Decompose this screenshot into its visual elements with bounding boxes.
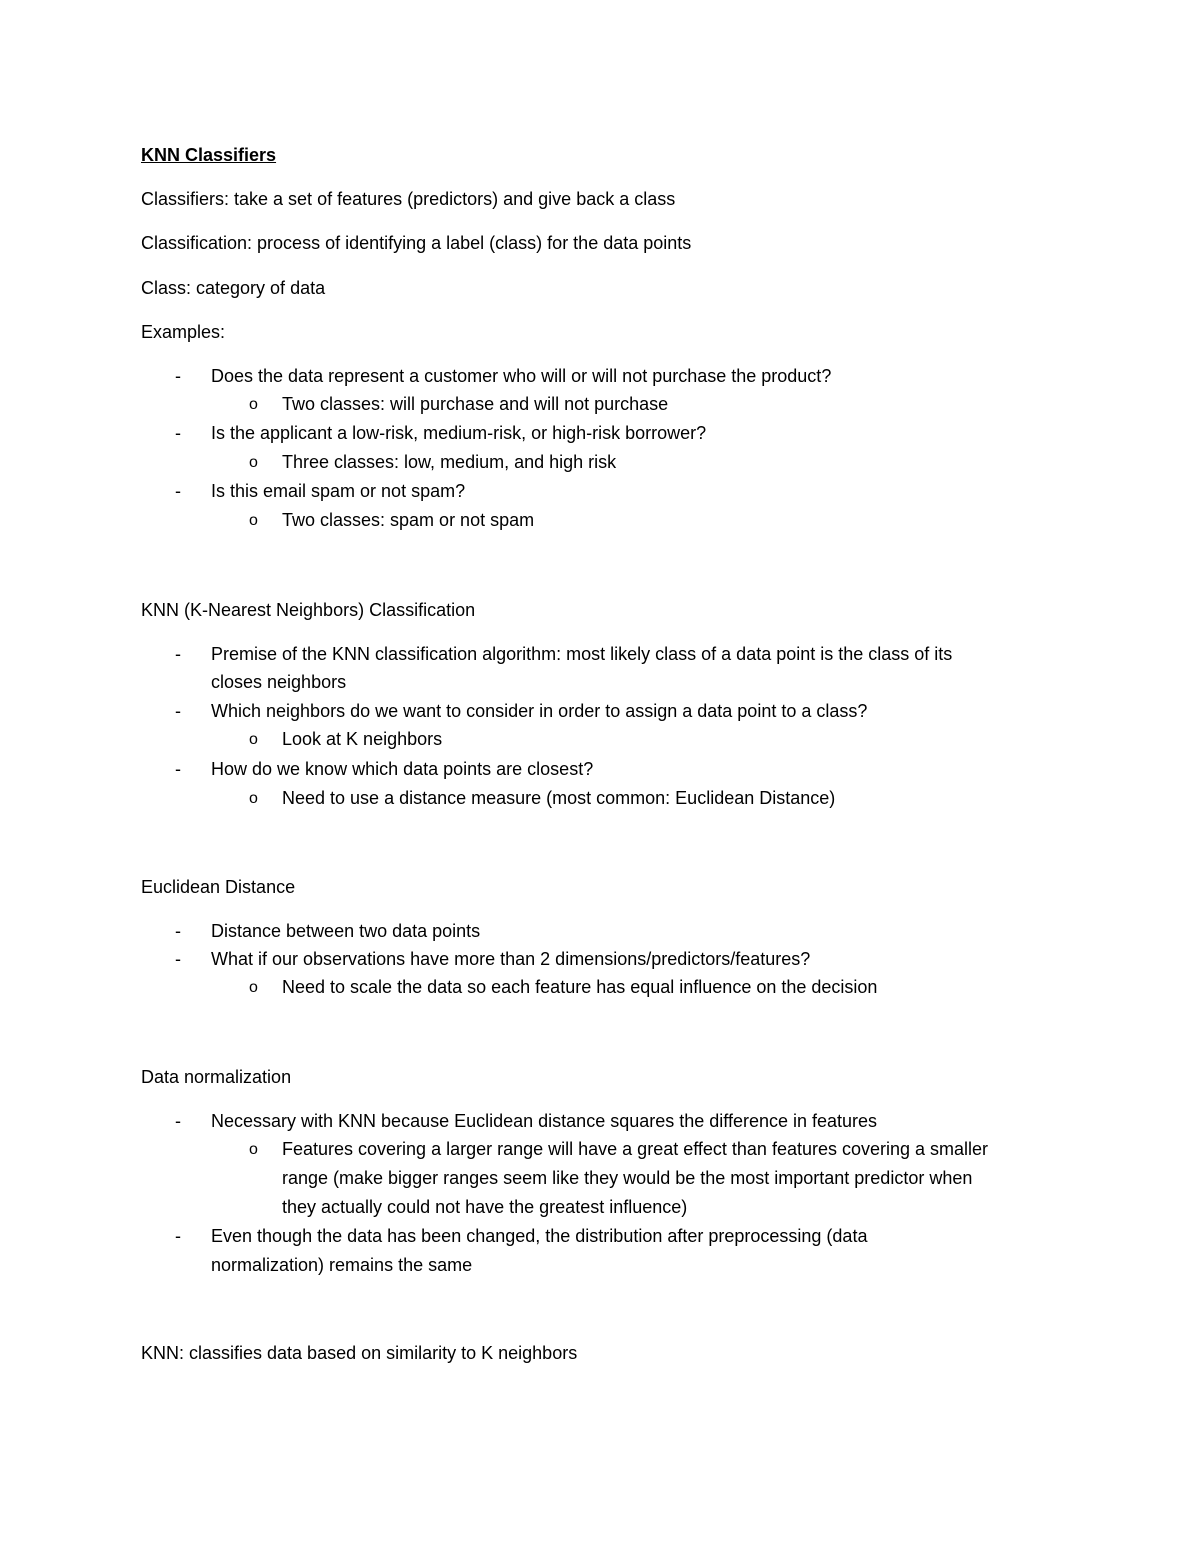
bullet-circle: o <box>249 790 258 807</box>
bullet-circle: o <box>249 731 258 748</box>
definition-class: Class: category of data <box>141 278 326 298</box>
list-item-continuation: normalization) remains the same <box>211 1255 473 1275</box>
list-item: Distance between two data points <box>211 921 481 941</box>
list-item: Even though the data has been changed, the distribution after preprocessing (data <box>211 1226 868 1246</box>
list-item: Is this email spam or not spam? <box>211 481 466 501</box>
list-subitem: Features covering a larger range will have a great effect than features covering a smaller <box>282 1139 989 1159</box>
bullet-circle: o <box>249 454 258 471</box>
section-heading-knn: KNN (K-Nearest Neighbors) Classification <box>141 600 476 620</box>
list-item: What if our observations have more than 2 dimensions/predictors/features? <box>211 949 811 969</box>
bullet-circle: o <box>249 512 258 529</box>
bullet-dash: - <box>175 701 181 721</box>
list-subitem: Need to use a distance measure (most common: Euclidean Distance) <box>282 788 836 808</box>
list-subitem: Two classes: will purchase and will not purchase <box>282 394 669 414</box>
list-subitem: Need to scale the data so each feature has equal influence on the decision <box>282 977 878 997</box>
list-item: Necessary with KNN because Euclidean distance squares the difference in features <box>211 1111 878 1131</box>
bullet-dash: - <box>175 644 181 664</box>
section-heading-euclidean: Euclidean Distance <box>141 877 296 897</box>
list-subitem: Two classes: spam or not spam <box>282 510 535 530</box>
bullet-dash: - <box>175 921 181 941</box>
bullet-dash: - <box>175 1111 181 1131</box>
section-heading-normalization: Data normalization <box>141 1067 292 1087</box>
bullet-circle: o <box>249 979 258 996</box>
list-item: Is the applicant a low-risk, medium-risk, or high-risk borrower? <box>211 423 707 443</box>
bullet-circle: o <box>249 1141 258 1158</box>
examples-heading: Examples: <box>141 322 226 342</box>
list-item-continuation: closes neighbors <box>211 672 347 692</box>
definition-classifiers: Classifiers: take a set of features (predictors) and give back a class <box>141 189 676 209</box>
bullet-dash: - <box>175 1226 181 1246</box>
page-title: KNN Classifiers <box>141 145 277 165</box>
bullet-dash: - <box>175 423 181 443</box>
bullet-dash: - <box>175 759 181 779</box>
list-item: Which neighbors do we want to consider in order to assign a data point to a class? <box>211 701 868 721</box>
list-subitem-continuation: range (make bigger ranges seem like they would be the most important predictor when <box>282 1168 973 1188</box>
bullet-dash: - <box>175 366 181 386</box>
list-item: Does the data represent a customer who will or will not purchase the product? <box>211 366 832 386</box>
bullet-dash: - <box>175 481 181 501</box>
list-item: How do we know which data points are closest? <box>211 759 594 779</box>
summary-line: KNN: classifies data based on similarity to K neighbors <box>141 1343 578 1363</box>
definition-classification: Classification: process of identifying a label (class) for the data points <box>141 233 692 253</box>
bullet-circle: o <box>249 396 258 413</box>
bullet-dash: - <box>175 949 181 969</box>
list-item: Premise of the KNN classification algorithm: most likely class of a data point is the class of its <box>211 644 953 664</box>
list-subitem: Look at K neighbors <box>282 729 443 749</box>
list-subitem: Three classes: low, medium, and high risk <box>282 452 617 472</box>
list-subitem-continuation: they actually could not have the greatest influence) <box>282 1197 688 1217</box>
